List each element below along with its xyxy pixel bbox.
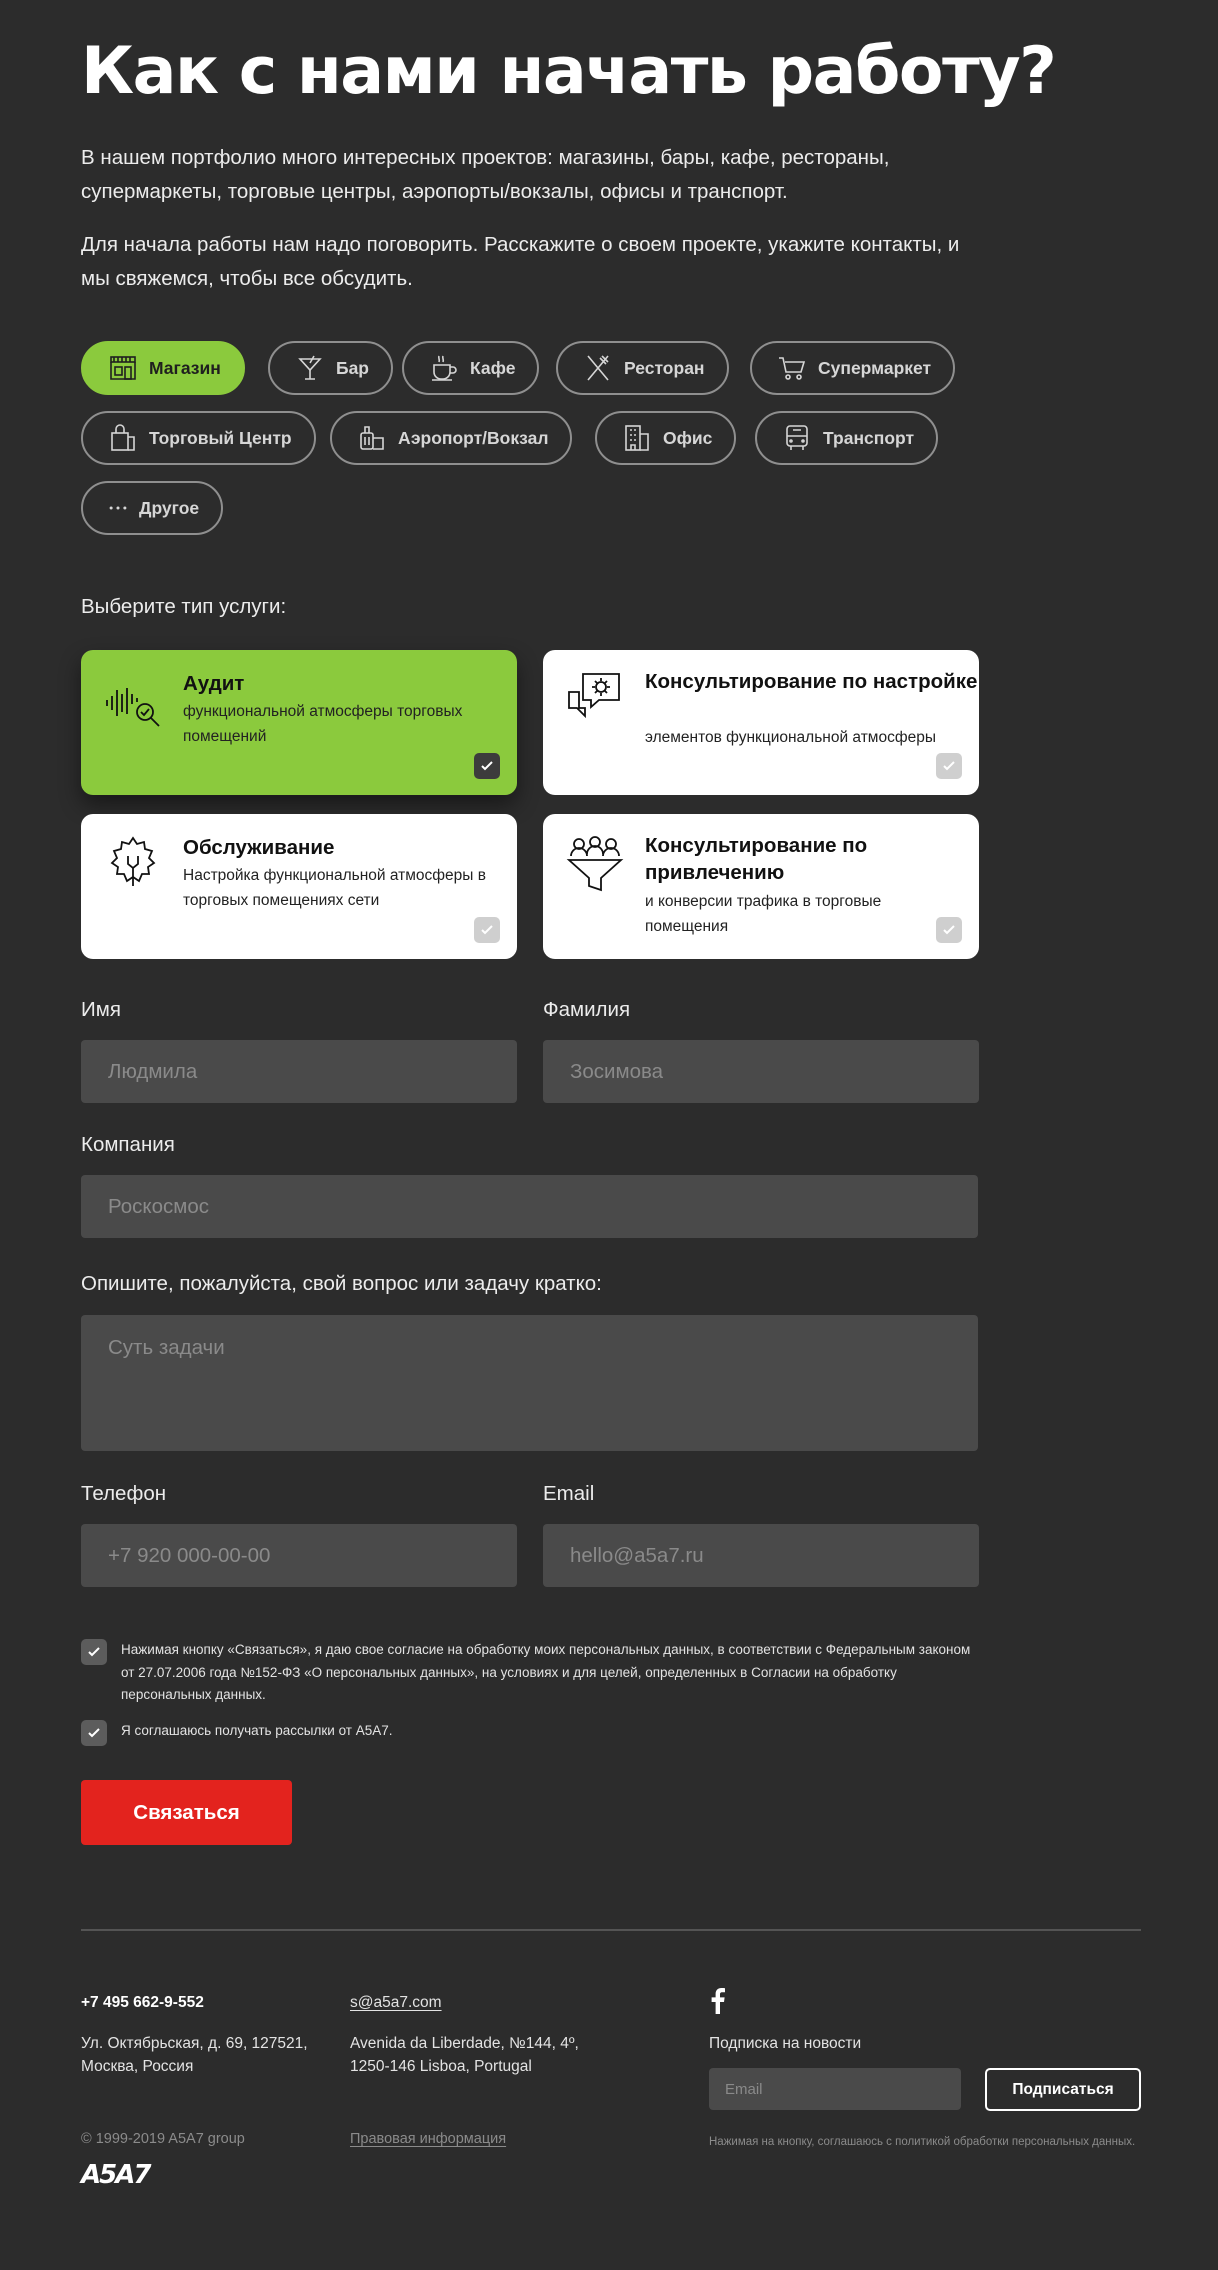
- chip-label: Торговый Центр: [149, 427, 292, 448]
- chip-label: Аэропорт/Вокзал: [398, 427, 549, 448]
- cocktail-icon: [294, 352, 326, 384]
- checkmark-icon: [87, 1645, 101, 1659]
- contact-submit-button[interactable]: Связаться: [81, 1780, 292, 1845]
- chip-label: Транспорт: [823, 427, 915, 448]
- legal-info-link[interactable]: Правовая информация: [350, 2131, 507, 2147]
- footer-address-pt-line-2: 1250-146 Lisboa, Portugal: [350, 2058, 532, 2075]
- chip-store[interactable]: [81, 341, 245, 395]
- audit-search-icon: [103, 670, 163, 730]
- service-title: Консультирование по настройке: [645, 670, 978, 693]
- coffee-cup-icon: [428, 352, 460, 384]
- service-checkbox[interactable]: [936, 753, 962, 779]
- chip-label: Бар: [336, 357, 370, 378]
- newsletter-email-input[interactable]: [709, 2068, 961, 2110]
- newsletter-note: Нажимая на кнопку, соглашаюсь с политикой обработки персональных данных.: [709, 2136, 1136, 2148]
- email-field[interactable]: [543, 1524, 979, 1587]
- footer-address-ru-line-2: Москва, Россия: [81, 2058, 194, 2075]
- service-title: Консультирование по привлечению: [645, 834, 868, 884]
- company-logo[interactable]: A5A7: [81, 2160, 150, 2190]
- service-checkbox[interactable]: [474, 917, 500, 943]
- footer-address-ru-line-1: Ул. Октябрьская, д. 69, 127521,: [81, 2035, 308, 2052]
- chip-bar[interactable]: [268, 341, 393, 395]
- newsletter-label: Подписка на новости: [709, 2035, 862, 2052]
- checkmark-icon: [942, 923, 956, 937]
- checkmark-icon: [480, 923, 494, 937]
- last-name-field[interactable]: [543, 1040, 979, 1103]
- service-checkbox[interactable]: [474, 753, 500, 779]
- cutlery-icon: [582, 352, 614, 384]
- facebook-icon[interactable]: [711, 1988, 725, 2014]
- task-textarea[interactable]: [81, 1315, 978, 1451]
- service-title: Обслуживание: [183, 836, 335, 859]
- service-card-maintenance[interactable]: [81, 814, 517, 959]
- last-name-label: Фамилия: [543, 998, 631, 1021]
- chip-label: Магазин: [149, 357, 221, 378]
- checkmark-icon: [480, 759, 494, 773]
- page-title: Как с нами начать работу?: [81, 34, 1056, 109]
- chip-label: Ресторан: [624, 357, 705, 378]
- store-icon: [107, 352, 139, 384]
- intro-paragraph-2: Для начала работы нам надо поговорить. Расскажите о своем проекте, укажите контакты, и мы свяжемся, чтобы все обсудить.: [81, 233, 960, 290]
- chip-label: Кафе: [470, 357, 516, 378]
- company-label: Компания: [81, 1133, 175, 1156]
- bus-icon: [781, 422, 813, 454]
- consent-newsletter: [81, 1720, 981, 1746]
- shopping-bag-icon: [107, 422, 139, 454]
- subscribe-button[interactable]: Подписаться: [985, 2068, 1141, 2111]
- intro-paragraph-1: В нашем портфолио много интересных проектов: магазины, бары, кафе, рестораны, супермаркеты, торговые центры, аэропорты/вокзалы, офисы и транспорт.: [81, 146, 890, 203]
- chip-label: Супермаркет: [818, 357, 932, 378]
- newsletter-checkbox[interactable]: [81, 1720, 107, 1746]
- service-description: элементов функциональной атмосферы: [645, 729, 936, 746]
- service-description: функциональной атмосферы торговых помещений: [183, 703, 463, 745]
- consent-text: Нажимая кнопку «Связаться», я даю свое согласие на обработку моих персональных данных, в соответствии с Федеральным законом от 27.07.2006 года №152-ФЗ «О персональных данных», на условиях и для целей, определенных в Согласии на обработку персональных данных.: [121, 1642, 971, 1702]
- more-dots-icon: [107, 497, 129, 519]
- chip-office[interactable]: [595, 411, 736, 465]
- phone-field[interactable]: [81, 1524, 517, 1587]
- footer-address-pt-line-1: Avenida da Liberdade, №144, 4º,: [350, 2035, 579, 2052]
- first-name-label: Имя: [81, 998, 121, 1021]
- gear-wrench-icon: [103, 834, 163, 894]
- email-label: Email: [543, 1482, 595, 1505]
- chip-label: Другое: [139, 497, 200, 518]
- chip-transport[interactable]: [755, 411, 938, 465]
- chip-restaurant[interactable]: [556, 341, 729, 395]
- service-checkbox[interactable]: [936, 917, 962, 943]
- luggage-icon: [356, 422, 388, 454]
- task-label: Опишите, пожалуйста, свой вопрос или задачу кратко:: [81, 1272, 602, 1295]
- service-card-audit[interactable]: [81, 650, 517, 795]
- footer-email-link[interactable]: s@a5a7.com: [350, 1994, 442, 2011]
- newsletter-consent-text: Я соглашаюсь получать рассылки от A5A7.: [121, 1723, 393, 1738]
- service-title: Аудит: [183, 672, 245, 695]
- footer-phone[interactable]: +7 495 662-9-552: [81, 1994, 204, 2011]
- service-card-setup-consulting[interactable]: [543, 650, 979, 795]
- chip-label: Офис: [663, 427, 713, 448]
- office-building-icon: [621, 422, 653, 454]
- consent-personal-data: [81, 1639, 981, 1707]
- chip-airport[interactable]: [330, 411, 572, 465]
- service-description: и конверсии трафика в торговые помещения: [645, 893, 882, 935]
- copyright: © 1999-2019 A5A7 group: [81, 2131, 245, 2147]
- service-card-traffic-consulting[interactable]: [543, 814, 979, 959]
- chat-gear-icon: [565, 670, 625, 730]
- first-name-field[interactable]: [81, 1040, 517, 1103]
- phone-label: Телефон: [81, 1482, 167, 1505]
- footer-divider: [81, 1929, 1141, 1931]
- cart-icon: [776, 352, 808, 384]
- checkmark-icon: [87, 1726, 101, 1740]
- chip-other[interactable]: [81, 481, 223, 535]
- chip-cafe[interactable]: [402, 341, 539, 395]
- service-description: Настройка функциональной атмосферы в торговых помещениях сети: [183, 867, 486, 909]
- chip-mall[interactable]: [81, 411, 316, 465]
- people-funnel-icon: [565, 834, 625, 894]
- company-field[interactable]: [81, 1175, 978, 1238]
- chip-supermarket[interactable]: [750, 341, 955, 395]
- service-type-label: Выберите тип услуги:: [81, 595, 287, 618]
- checkmark-icon: [942, 759, 956, 773]
- consent-checkbox[interactable]: [81, 1639, 107, 1665]
